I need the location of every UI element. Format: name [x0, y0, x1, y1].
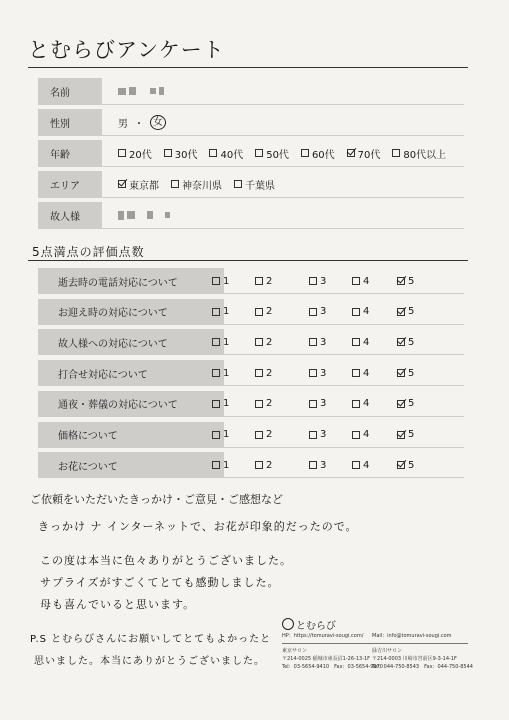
age-option[interactable] [392, 146, 446, 161]
checkbox-icon[interactable] [352, 369, 360, 377]
option-label: 80代以上 [403, 149, 447, 161]
option-label: 70代 [357, 149, 381, 161]
option-label: 5 [408, 306, 415, 318]
footer-divider [282, 643, 468, 644]
option-label: 2 [266, 398, 273, 410]
option-label: 2 [266, 336, 273, 348]
checkbox-icon[interactable] [309, 338, 317, 346]
name-label: 名前 [38, 78, 102, 105]
rating-label: 打合せ対応について [38, 360, 224, 386]
option-label: 30代 [174, 149, 198, 161]
checkbox-icon[interactable] [352, 277, 360, 285]
option-label: 2 [266, 306, 273, 318]
rating-options [224, 452, 464, 478]
rating-option-4[interactable] [352, 452, 369, 478]
option-label: 4 [363, 398, 370, 410]
footer-salon2-name: 緑吉川サロン [372, 648, 403, 654]
age-option[interactable] [209, 146, 243, 161]
checkbox-icon[interactable] [309, 431, 317, 439]
checkbox-icon[interactable] [118, 149, 126, 157]
gender-label: 性別 [38, 109, 102, 136]
rating-option-4[interactable] [352, 391, 369, 417]
checkbox-icon[interactable] [255, 369, 263, 377]
age-options [102, 140, 464, 167]
checkbox-icon[interactable] [352, 400, 360, 408]
checkbox-checked-icon[interactable] [397, 431, 405, 439]
rating-option-2[interactable] [255, 329, 272, 355]
option-label: 1 [223, 398, 230, 410]
option-label: 2 [266, 367, 273, 379]
age-option[interactable] [301, 146, 335, 161]
comment-line: 思いました。本当にありがとうございました。 [34, 656, 265, 667]
rating-option-1[interactable] [212, 422, 229, 448]
rating-option-4[interactable] [352, 299, 369, 325]
rating-option-3[interactable] [309, 268, 326, 294]
checkbox-icon[interactable] [309, 461, 317, 469]
gender-separator: ・ [134, 118, 144, 130]
age-option[interactable] [347, 146, 381, 161]
rating-option-3[interactable] [309, 391, 326, 417]
rating-option-5[interactable] [397, 391, 414, 417]
option-label: 3 [320, 398, 327, 410]
rating-option-1[interactable] [212, 329, 229, 355]
option-label: 3 [320, 429, 327, 440]
checkbox-icon[interactable] [212, 338, 220, 346]
rating-option-5[interactable] [397, 360, 414, 386]
comment-line: P.S とむらびさんにお願いしてとてもよかったと [30, 634, 272, 645]
rating-options [224, 299, 464, 325]
rating-options [224, 422, 464, 448]
rating-row [38, 329, 464, 355]
option-label: 2 [266, 275, 273, 287]
area-option[interactable] [171, 177, 222, 192]
checkbox-icon[interactable] [255, 338, 263, 346]
checkbox-icon[interactable] [212, 369, 220, 377]
checkbox-icon[interactable] [255, 149, 263, 157]
checkbox-icon[interactable] [212, 277, 220, 285]
option-label: 40代 [220, 149, 244, 161]
checkbox-icon[interactable] [255, 431, 263, 439]
rating-option-4[interactable] [352, 268, 369, 294]
deceased-row [38, 202, 464, 229]
age-option[interactable] [255, 146, 289, 161]
checkbox-icon[interactable] [352, 461, 360, 469]
rating-option-1[interactable] [212, 299, 229, 325]
rating-option-3[interactable] [309, 299, 326, 325]
checkbox-checked-icon[interactable] [118, 180, 126, 188]
checkbox-icon[interactable] [352, 308, 360, 316]
checkbox-checked-icon[interactable] [397, 308, 405, 316]
checkbox-icon[interactable] [392, 149, 400, 157]
checkbox-icon[interactable] [212, 431, 220, 439]
deceased-value-redacted [102, 202, 464, 229]
option-label: 50代 [266, 149, 289, 161]
checkbox-icon[interactable] [352, 431, 360, 439]
rating-options [224, 391, 464, 417]
redaction-mark [147, 211, 153, 219]
rating-option-4[interactable] [352, 422, 369, 448]
logo-text: とむらび [296, 621, 336, 632]
checkbox-icon[interactable] [209, 149, 217, 157]
option-label: 3 [320, 336, 327, 348]
redaction-mark [127, 211, 135, 219]
redaction-mark [150, 88, 156, 94]
option-label: 5 [408, 459, 415, 471]
gender-female-circled[interactable]: 女 [150, 115, 166, 130]
rating-options [224, 329, 464, 355]
rating-option-2[interactable] [255, 299, 272, 325]
rating-option-1[interactable] [212, 268, 229, 294]
rating-option-2[interactable] [255, 422, 272, 448]
option-label: 3 [320, 459, 327, 471]
option-label: 千葉県 [245, 180, 275, 192]
checkbox-icon[interactable] [234, 180, 242, 188]
option-label: 5 [408, 398, 415, 410]
deceased-label: 故人様 [38, 202, 102, 229]
logo-icon [282, 618, 294, 630]
footer-salon1-address: 〒214-0025 稲城市東長沼1-26-13-1F [282, 656, 371, 662]
company-logo [282, 617, 336, 632]
checkbox-icon[interactable] [255, 461, 263, 469]
rating-option-5[interactable] [397, 422, 414, 448]
checkbox-checked-icon[interactable] [397, 369, 405, 377]
rating-label: お迎え時の対応について [38, 299, 224, 325]
name-row [38, 78, 464, 105]
page-title: とむらびアンケート [28, 38, 225, 62]
name-value-redacted [102, 78, 464, 105]
redaction-mark [159, 87, 164, 95]
checkbox-checked-icon[interactable] [347, 149, 355, 157]
option-label: 1 [223, 459, 230, 471]
rating-label: 故人様への対応について [38, 329, 224, 355]
redaction-mark [129, 87, 136, 95]
checkbox-icon[interactable] [309, 369, 317, 377]
area-options [102, 171, 464, 198]
checkbox-icon[interactable] [255, 400, 263, 408]
comment-line: きっかけ ナ インターネットで、お花が印象的だったので。 [38, 520, 358, 533]
rating-option-4[interactable] [352, 329, 369, 355]
rating-option-1[interactable] [212, 391, 229, 417]
footer-salon2-tel: Tel：044-750-8543 Fax：044-750-8544 [372, 664, 473, 670]
rating-option-4[interactable] [352, 360, 369, 386]
footer-salon1-name: 東京サロン [282, 648, 308, 654]
option-label: 東京都 [129, 180, 159, 192]
rating-option-3[interactable] [309, 452, 326, 478]
rating-option-5[interactable] [397, 329, 414, 355]
ratings-divider [28, 260, 468, 261]
checkbox-icon[interactable] [171, 180, 179, 188]
rating-label: 逝去時の電話対応について [38, 268, 224, 294]
rating-option-5[interactable] [397, 299, 414, 325]
rating-option-1[interactable] [212, 360, 229, 386]
option-label: 20代 [129, 149, 152, 161]
checkbox-icon[interactable] [255, 308, 263, 316]
age-option[interactable] [164, 146, 198, 161]
checkbox-icon[interactable] [212, 308, 220, 316]
option-label: 1 [223, 367, 230, 379]
checkbox-icon[interactable] [212, 400, 220, 408]
rating-row [38, 422, 464, 448]
option-label: 1 [223, 275, 230, 287]
rating-option-2[interactable] [255, 268, 272, 294]
comment-line: サプライズがすごくてとても感動しました。 [40, 576, 280, 589]
checkbox-icon[interactable] [301, 149, 309, 157]
option-label: 3 [320, 306, 327, 318]
rating-row [38, 452, 464, 478]
area-label: エリア [38, 171, 102, 198]
rating-option-2[interactable] [255, 452, 272, 478]
title-divider [28, 67, 468, 68]
rating-row [38, 391, 464, 417]
option-label: 4 [363, 367, 370, 379]
checkbox-icon[interactable] [212, 461, 220, 469]
footer-salon2-address: 〒214-0003 川崎市宮前区9-3-14-1F [372, 656, 457, 662]
checkbox-icon[interactable] [164, 149, 172, 157]
rating-row [38, 299, 464, 325]
redaction-mark [118, 88, 126, 95]
checkbox-checked-icon[interactable] [397, 338, 405, 346]
option-label: 1 [223, 306, 230, 318]
checkbox-checked-icon[interactable] [397, 461, 405, 469]
checkbox-icon[interactable] [309, 400, 317, 408]
option-label: 5 [408, 275, 415, 287]
option-label: 2 [266, 429, 273, 440]
footer-hp: HP：https://tomuravi-sougi.com/ [282, 633, 364, 639]
option-label: 1 [223, 336, 230, 348]
option-label: 4 [363, 429, 370, 440]
rating-option-2[interactable] [255, 391, 272, 417]
option-label: 4 [363, 306, 370, 318]
checkbox-icon[interactable] [255, 277, 263, 285]
rating-option-3[interactable] [309, 329, 326, 355]
checkbox-icon[interactable] [352, 338, 360, 346]
comments-heading: ご依頼をいただいたきっかけ・ご意見・ご感想など [30, 493, 283, 506]
area-row [38, 171, 464, 198]
option-label: 5 [408, 429, 415, 440]
rating-option-2[interactable] [255, 360, 272, 386]
checkbox-checked-icon[interactable] [397, 400, 405, 408]
rating-option-3[interactable] [309, 422, 326, 448]
option-label: 神奈川県 [182, 180, 222, 192]
option-label: 4 [363, 459, 370, 471]
option-label: 5 [408, 336, 415, 348]
comment-line: 母も喜んでいると思います。 [40, 598, 196, 611]
gender-row [38, 109, 464, 136]
rating-row [38, 268, 464, 294]
option-label: 2 [266, 459, 273, 471]
footer-salon1-tel: Tel：03-5654-9410 Fax：03-5654-9970 [282, 664, 383, 670]
option-label: 4 [363, 275, 370, 287]
option-label: 3 [320, 367, 327, 379]
age-label: 年齢 [38, 140, 102, 167]
redaction-mark [118, 211, 124, 220]
area-option[interactable] [234, 177, 275, 192]
footer-mail: Mail：info@tomuravi-sougi.com [372, 633, 452, 639]
option-label: 1 [223, 429, 230, 440]
area-option[interactable] [118, 177, 159, 192]
checkbox-icon[interactable] [309, 277, 317, 285]
redaction-mark [165, 212, 170, 218]
rating-label: お花について [38, 452, 224, 478]
rating-options [224, 268, 464, 294]
comment-line: この度は本当に色々ありがとうございました。 [40, 554, 292, 567]
gender-value [102, 109, 464, 136]
rating-label: 価格について [38, 422, 224, 448]
option-label: 5 [408, 367, 415, 379]
option-label: 4 [363, 336, 370, 348]
age-row [38, 140, 464, 167]
gender-male[interactable]: 男 [118, 118, 128, 130]
checkbox-icon[interactable] [309, 308, 317, 316]
rating-options [224, 360, 464, 386]
rating-option-3[interactable] [309, 360, 326, 386]
rating-row [38, 360, 464, 386]
option-label: 3 [320, 275, 327, 287]
rating-label: 通夜・葬儀の対応について [38, 391, 224, 417]
option-label: 60代 [311, 149, 335, 161]
rating-option-5[interactable] [397, 452, 414, 478]
checkbox-checked-icon[interactable] [397, 277, 405, 285]
age-option[interactable] [118, 146, 152, 161]
rating-option-1[interactable] [212, 452, 229, 478]
ratings-heading: 5点満点の評価点数 [32, 245, 145, 259]
rating-option-5[interactable] [397, 268, 414, 294]
